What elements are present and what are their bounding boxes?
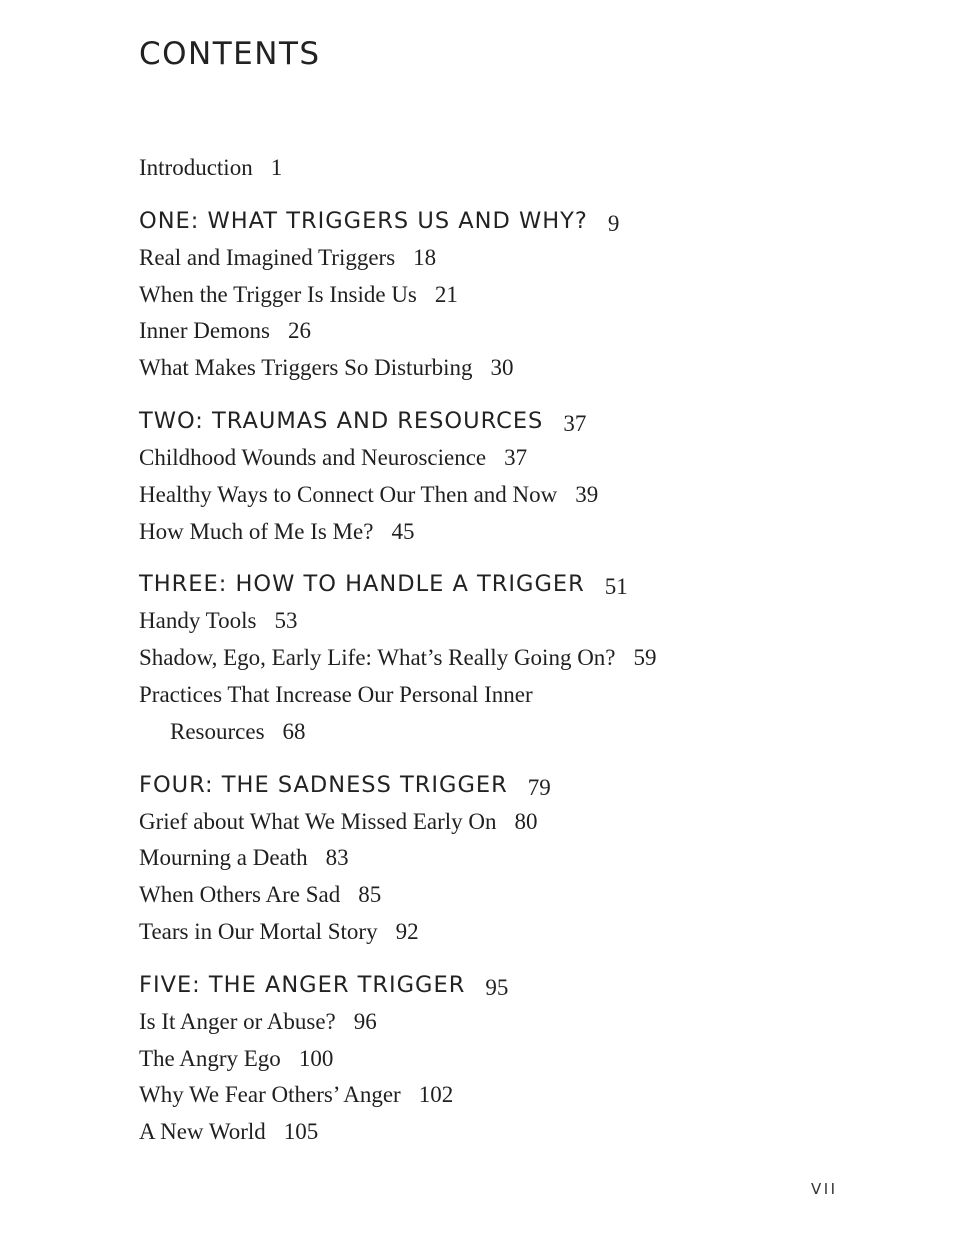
toc-entry[interactable]: [139, 877, 899, 914]
table-of-contents: [139, 150, 899, 1151]
toc-entry[interactable]: [139, 350, 899, 387]
toc-entry[interactable]: [139, 840, 899, 877]
entry-title: When the Trigger Is Inside Us: [139, 281, 417, 307]
chapter-title: FIVE: THE ANGER TRIGGER: [139, 971, 466, 998]
entry-page-number: 53: [274, 608, 298, 634]
toc-entry[interactable]: [139, 677, 899, 751]
entry-title: When Others Are Sad: [139, 882, 341, 908]
entry-title-continuation: [139, 714, 899, 751]
entry-page-number: 105: [283, 1119, 319, 1145]
toc-entry[interactable]: [139, 603, 899, 640]
entry-title-cont-text: Resources: [170, 718, 265, 744]
toc-entry[interactable]: [139, 640, 899, 677]
chapter-page-number: 79: [527, 774, 551, 800]
entry-page-number: 39: [575, 481, 599, 507]
entry-page-number: 26: [287, 318, 311, 344]
entry-title: Mourning a Death: [139, 845, 308, 871]
chapter-page-number: 95: [485, 974, 509, 1000]
chapter-heading-one[interactable]: [139, 202, 899, 240]
entry-page-number: 45: [391, 518, 415, 544]
toc-entry[interactable]: [139, 914, 899, 951]
chapter-heading-four[interactable]: [139, 766, 899, 804]
toc-entry[interactable]: [139, 804, 899, 841]
chapter-title: TWO: TRAUMAS AND RESOURCES: [139, 407, 544, 434]
entry-page-number: 68: [282, 718, 306, 744]
toc-entry[interactable]: [139, 1004, 899, 1041]
toc-entry[interactable]: [139, 313, 899, 350]
entry-page-number: 102: [418, 1082, 454, 1108]
chapter-page-number: 51: [604, 574, 628, 600]
entry-page-number: 92: [395, 918, 419, 944]
toc-entry[interactable]: [139, 514, 899, 551]
chapter-page-number: 37: [563, 410, 587, 436]
toc-entry[interactable]: [139, 1077, 899, 1114]
toc-entry[interactable]: [139, 440, 899, 477]
entry-title: What Makes Triggers So Disturbing: [139, 355, 473, 381]
entry-page-number: 30: [490, 355, 514, 381]
entry-title: Healthy Ways to Connect Our Then and Now: [139, 481, 558, 507]
toc-entry[interactable]: [139, 240, 899, 277]
entry-title: Inner Demons: [139, 318, 270, 344]
chapter-heading-three[interactable]: [139, 565, 899, 603]
chapter-heading-five[interactable]: [139, 966, 899, 1004]
entry-title: Real and Imagined Triggers: [139, 244, 396, 270]
entry-title: Introduction: [139, 155, 253, 180]
chapter-title: THREE: HOW TO HANDLE A TRIGGER: [139, 571, 585, 598]
entry-page-number: 21: [434, 281, 458, 307]
entry-title: Is It Anger or Abuse?: [139, 1008, 336, 1034]
page-title: CONTENTS: [139, 36, 321, 72]
toc-entry[interactable]: [139, 277, 899, 314]
toc-entry[interactable]: [139, 477, 899, 514]
entry-title: The Angry Ego: [139, 1045, 281, 1071]
entry-title: Tears in Our Mortal Story: [139, 918, 378, 944]
entry-title: Shadow, Ego, Early Life: What’s Really Going On?: [139, 645, 616, 671]
chapter-title: ONE: WHAT TRIGGERS US AND WHY?: [139, 207, 588, 234]
entry-title: Childhood Wounds and Neuroscience: [139, 444, 487, 470]
entry-page-number: 100: [298, 1045, 334, 1071]
entry-title: How Much of Me Is Me?: [139, 518, 374, 544]
entry-page-number: 18: [413, 244, 437, 270]
toc-entry[interactable]: [139, 1041, 899, 1078]
entry-page-number: 37: [504, 444, 528, 470]
entry-title: Why We Fear Others’ Anger: [139, 1082, 401, 1108]
chapter-title: FOUR: THE SADNESS TRIGGER: [139, 771, 508, 798]
entry-page-number: 1: [270, 155, 283, 180]
chapter-heading-two[interactable]: [139, 402, 899, 440]
entry-page-number: 59: [633, 645, 657, 671]
entry-title: Handy Tools: [139, 608, 257, 634]
entry-page-number: 80: [514, 808, 538, 834]
entry-title: Grief about What We Missed Early On: [139, 808, 497, 834]
entry-page-number: 96: [353, 1008, 377, 1034]
toc-entry[interactable]: [139, 1114, 899, 1151]
page-folio: VII: [811, 1180, 838, 1198]
entry-title: Practices That Increase Our Personal Inner: [139, 681, 533, 707]
entry-page-number: 83: [325, 845, 349, 871]
entry-page-number: 85: [358, 882, 382, 908]
chapter-page-number: 9: [607, 210, 620, 236]
entry-title: A New World: [139, 1119, 266, 1145]
toc-entry-introduction[interactable]: [139, 150, 899, 187]
